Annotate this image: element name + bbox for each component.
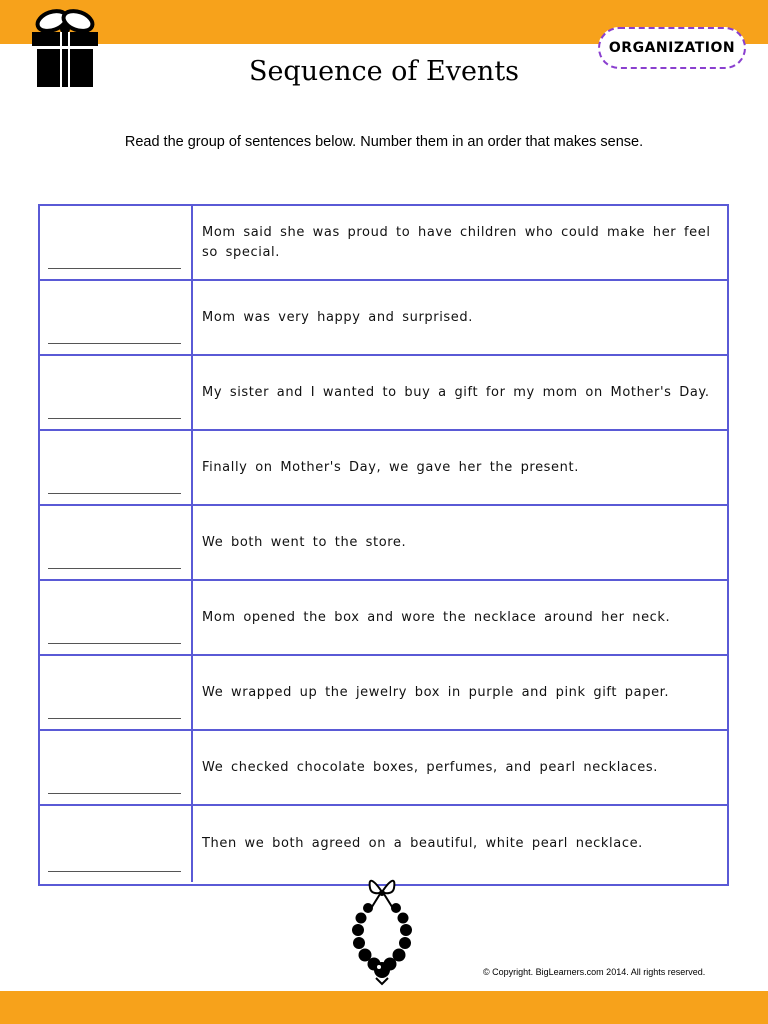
sentence-text: We checked chocolate boxes, perfumes, and pearl necklaces. <box>202 759 658 775</box>
table-row <box>40 356 727 431</box>
sentence-text: Finally on Mother's Day, we gave her the present. <box>202 459 579 475</box>
organization-badge: ORGANIZATION <box>598 27 746 69</box>
answer-blank[interactable] <box>48 493 181 494</box>
sequence-table <box>38 204 729 886</box>
number-cell <box>40 806 193 882</box>
number-cell <box>40 281 193 354</box>
sentence-text: We both went to the store. <box>202 534 407 550</box>
table-row <box>40 281 727 356</box>
table-row <box>40 806 727 882</box>
number-cell <box>40 206 193 279</box>
number-cell <box>40 656 193 729</box>
sentence-text: Mom was very happy and surprised. <box>202 309 473 325</box>
sentence-text: Mom said she was proud to have children who could make her feel so special. <box>202 224 711 260</box>
answer-blank[interactable] <box>48 568 181 569</box>
number-cell <box>40 356 193 429</box>
sentence-text: Mom opened the box and wore the necklace around her neck. <box>202 609 671 625</box>
table-row <box>40 206 727 281</box>
table-row <box>40 731 727 806</box>
number-cell <box>40 581 193 654</box>
answer-blank[interactable] <box>48 871 181 872</box>
copyright-text: © Copyright. BigLearners.com 2014. All rights reserved. <box>483 967 706 977</box>
instructions-text: Read the group of sentences below. Number them in an order that makes sense. <box>124 134 644 150</box>
page-title: Sequence of Events <box>248 56 520 87</box>
table-row <box>40 656 727 731</box>
sentence-text: My sister and I wanted to buy a gift for my mom on Mother's Day. <box>202 384 710 400</box>
answer-blank[interactable] <box>48 643 181 644</box>
answer-blank[interactable] <box>48 343 181 344</box>
sentence-text: We wrapped up the jewelry box in purple and pink gift paper. <box>202 684 670 700</box>
number-cell <box>40 731 193 804</box>
table-row <box>40 506 727 581</box>
sentence-text: Then we both agreed on a beautiful, white pearl necklace. <box>202 836 643 851</box>
answer-blank[interactable] <box>48 418 181 419</box>
table-row <box>40 581 727 656</box>
table-row <box>40 431 727 506</box>
bottom-orange-band <box>0 991 768 1024</box>
number-cell <box>40 431 193 504</box>
answer-blank[interactable] <box>48 793 181 794</box>
necklace-icon <box>346 874 418 986</box>
answer-blank[interactable] <box>48 718 181 719</box>
answer-blank[interactable] <box>48 268 181 269</box>
number-cell <box>40 506 193 579</box>
